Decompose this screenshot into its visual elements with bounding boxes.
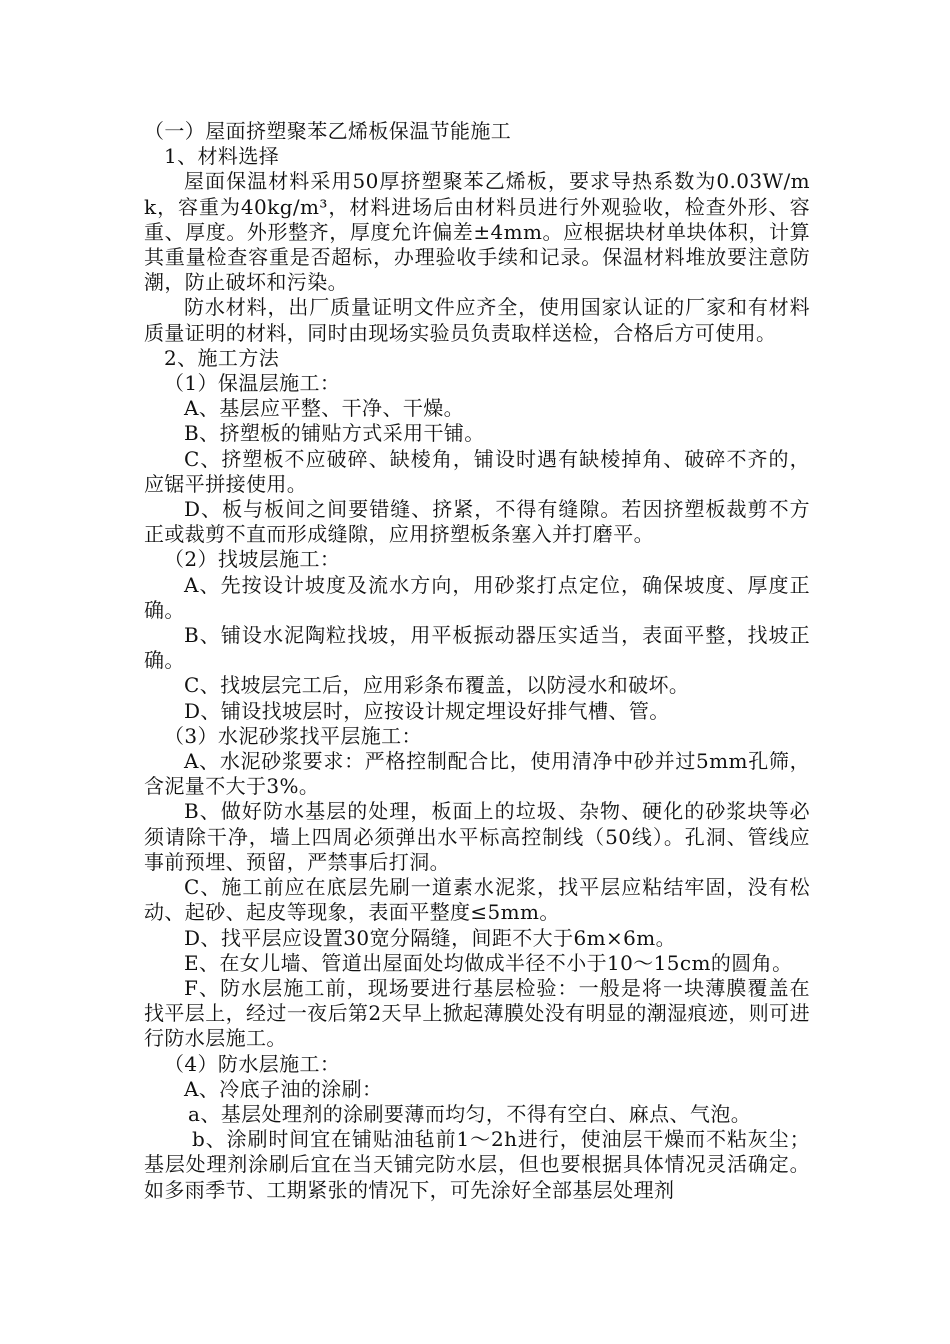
item-heading-leveling-layer: （3）水泥砂浆找平层施工： xyxy=(164,723,422,748)
paragraph-insulation-material: 屋面保温材料采用50厚挤塑聚苯乙烯板，要求导热系数为0.03W/mk，容重为40kg/m³，材料进场后由材料员进行外观验收，检查外形、容重、厚度。外形整齐，厚度允许偏差±4mm。应根据块材单块体积，计算其重量检查容重是否超标，办理验收手续和记录。保温材料堆放要注意防潮，防止破坏和污染。 xyxy=(144,169,810,295)
list-item: B、做好防水基层的处理，板面上的垃圾、杂物、硬化的砂浆块等必须请除干净，墙上四周必须弹出水平标高控制线（50线）。孔洞、管线应事前预埋、预留，严禁事后打洞。 xyxy=(144,799,810,874)
item-heading-slope-layer: （2）找坡层施工： xyxy=(164,547,341,572)
list-item: C、施工前应在底层先刷一道素水泥浆，找平层应粘结牢固，没有松动、起砂、起皮等现象，表面平整度≤5mm。 xyxy=(144,875,810,925)
list-item: D、找平层应设置30宽分隔缝，间距不大于6m×6m。 xyxy=(184,925,677,950)
subsection-title-materials: 1、材料选择 xyxy=(164,144,280,169)
paragraph-waterproof-material: 防水材料，出厂质量证明文件应齐全，使用国家认证的厂家和有材料质量证明的材料，同时由现场实验员负责取样送检，合格后方可使用。 xyxy=(144,295,810,345)
list-item: D、板与板间之间要错缝、挤紧，不得有缝隙。若因挤塑板裁剪不方正或裁剪不直而形成缝隙，应用挤塑板条塞入并打磨平。 xyxy=(144,497,810,547)
document-body xyxy=(144,119,810,1203)
list-item: D、铺设找坡层时，应按设计规定埋设好排气槽、管。 xyxy=(184,698,670,723)
list-item: B、铺设水泥陶粒找坡，用平板振动器压实适当，表面平整，找坡正确。 xyxy=(144,623,810,673)
list-item: A、先按设计坡度及流水方向，用砂浆打点定位，确保坡度、厚度正确。 xyxy=(144,572,810,622)
list-item: A、冷底子油的涂刷： xyxy=(184,1076,383,1101)
list-item: C、挤塑板不应破碎、缺棱角，铺设时遇有缺棱掉角、破碎不齐的，应锯平拼接使用。 xyxy=(144,446,810,496)
sub-list-item: b、涂刷时间宜在铺贴油毡前1～2h进行，使油层干燥而不粘灰尘；基层处理剂涂刷后宜在当天铺完防水层，但也要根据具体情况灵活确定。如多雨季节、工期紧张的情况下，可先涂好全部基层处理剂 xyxy=(144,1127,810,1202)
sub-list-item: a、基层处理剂的涂刷要薄而均匀，不得有空白、麻点、气泡。 xyxy=(188,1101,752,1126)
item-heading-waterproof-layer: （4）防水层施工： xyxy=(164,1051,341,1076)
list-item: C、找坡层完工后，应用彩条布覆盖，以防浸水和破坏。 xyxy=(184,673,690,698)
subsection-title-methods: 2、施工方法 xyxy=(164,345,280,370)
list-item: E、在女儿墙、管道出屋面处均做成半径不小于10～15cm的圆角。 xyxy=(184,950,793,975)
section-heading: （一）屋面挤塑聚苯乙烯板保温节能施工 xyxy=(144,119,512,143)
list-item: F、防水层施工前，现场要进行基层检验：一般是将一块薄膜覆盖在找平层上，经过一夜后第2天早上掀起薄膜处没有明显的潮湿痕迹，则可进行防水层施工。 xyxy=(144,975,810,1051)
item-heading-insulation-layer: （1）保温层施工： xyxy=(164,371,341,396)
list-item: B、挤塑板的铺贴方式采用干铺。 xyxy=(184,421,485,446)
list-item: A、基层应平整、干净、干燥。 xyxy=(184,396,465,421)
list-item: A、水泥砂浆要求：严格控制配合比，使用清净中砂并过5mm孔筛，含泥量不大于3%。 xyxy=(144,749,810,799)
